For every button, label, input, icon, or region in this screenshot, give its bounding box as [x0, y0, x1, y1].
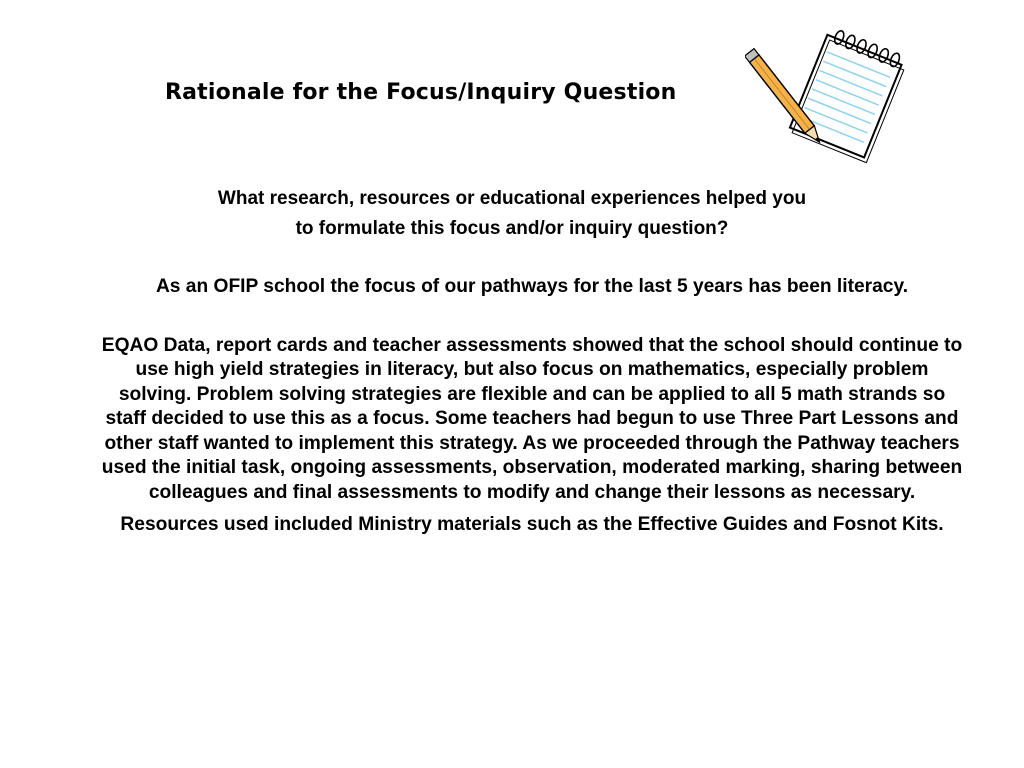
paragraph-ofip-literacy: As an OFIP school the focus of our pathways for the last 5 years has been literacy. — [155, 276, 909, 297]
paragraph-eqao-data: EQAO Data, report cards and teacher assessments showed that the school should continue to use high yield strategies in literacy, but also focus on mathematics, especially problem solving. Problem solving strategies are flexible and can be applied to all 5 math strands so staff decided to use this as a focus. Some teachers had begun to use Three Part Lessons and other staff wanted to implement this strategy. As we proceeded through the Pathway teachers used the initial task, ongoing assessments, observation, moderated marking, sharing between colleagues and final assessments to modify and change their lessons as necessary. — [101, 334, 963, 503]
slide-title: Rationale for the Focus/Inquiry Question — [165, 80, 677, 105]
paragraph-resources: Resources used included Ministry materials such as the Effective Guides and Fosnot Kits. — [120, 514, 944, 535]
rationale-body — [100, 275, 964, 538]
question-line-2: to formulate this focus and/or inquiry question? — [295, 218, 729, 239]
question-line-1: What research, resources or educational experiences helped you — [217, 188, 807, 209]
notepad-pencil-icon — [745, 28, 905, 168]
guiding-question — [112, 184, 912, 244]
